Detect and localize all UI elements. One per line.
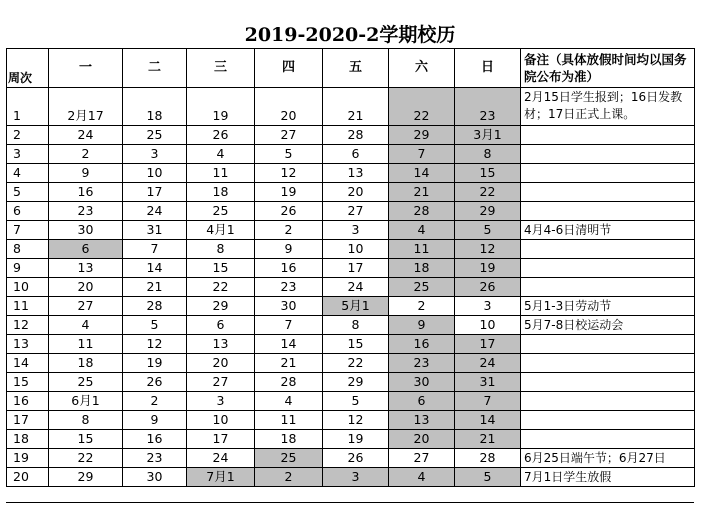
week-number: 11: [7, 297, 49, 316]
week-row: [7, 164, 695, 183]
date-cell: 26: [455, 278, 521, 297]
date-cell: 18: [123, 88, 187, 126]
date-cell: 4: [187, 145, 255, 164]
date-cell: 8: [455, 145, 521, 164]
date-cell: 8: [187, 240, 255, 259]
week-row: [7, 335, 695, 354]
week-row: [7, 145, 695, 164]
date-cell: 21: [255, 354, 323, 373]
note-cell: [521, 240, 695, 259]
date-cell: 26: [123, 373, 187, 392]
date-cell: 23: [49, 202, 123, 221]
week-row: [7, 449, 695, 468]
date-cell: 29: [323, 373, 389, 392]
note-cell: 2月15日学生报到；16日发教材；17日正式上课。: [521, 88, 695, 126]
date-cell: 16: [49, 183, 123, 202]
date-cell: 14: [455, 411, 521, 430]
date-cell: 23: [389, 354, 455, 373]
week-number: 14: [7, 354, 49, 373]
date-cell: 14: [389, 164, 455, 183]
date-cell: 4: [255, 392, 323, 411]
date-cell: 29: [455, 202, 521, 221]
date-cell: 22: [455, 183, 521, 202]
date-cell: 13: [389, 411, 455, 430]
note-cell: [521, 126, 695, 145]
date-cell: 20: [323, 183, 389, 202]
note-cell: 7月1日学生放假: [521, 468, 695, 487]
date-cell: 25: [187, 202, 255, 221]
date-cell: 22: [49, 449, 123, 468]
week-row: [7, 240, 695, 259]
note-cell: [521, 278, 695, 297]
week-row: [7, 259, 695, 278]
header-row: [7, 49, 695, 88]
date-cell: 29: [187, 297, 255, 316]
date-cell: 28: [123, 297, 187, 316]
date-cell: 11: [49, 335, 123, 354]
date-cell: 13: [49, 259, 123, 278]
week-number: 18: [7, 430, 49, 449]
week-row: [7, 88, 695, 126]
date-cell: 30: [49, 221, 123, 240]
date-cell: 6: [323, 145, 389, 164]
date-cell: 21: [123, 278, 187, 297]
date-cell: 28: [455, 449, 521, 468]
header-day: 四: [255, 49, 323, 88]
date-cell: 17: [123, 183, 187, 202]
date-cell: 25: [255, 449, 323, 468]
week-row: [7, 430, 695, 449]
date-cell: 9: [389, 316, 455, 335]
date-cell: 2月17: [49, 88, 123, 126]
date-cell: 8: [49, 411, 123, 430]
week-number: 10: [7, 278, 49, 297]
date-cell: 24: [455, 354, 521, 373]
date-cell: 23: [455, 88, 521, 126]
date-cell: 12: [123, 335, 187, 354]
date-cell: 30: [123, 468, 187, 487]
week-number: 16: [7, 392, 49, 411]
week-row: [7, 278, 695, 297]
date-cell: 10: [123, 164, 187, 183]
date-cell: 24: [187, 449, 255, 468]
date-cell: 3: [323, 468, 389, 487]
note-cell: [521, 354, 695, 373]
date-cell: 17: [187, 430, 255, 449]
date-cell: 19: [187, 88, 255, 126]
date-cell: 5: [455, 221, 521, 240]
date-cell: 7: [455, 392, 521, 411]
date-cell: 31: [455, 373, 521, 392]
date-cell: 7: [255, 316, 323, 335]
week-row: [7, 411, 695, 430]
date-cell: 3: [123, 145, 187, 164]
week-row: [7, 297, 695, 316]
week-number: 3: [7, 145, 49, 164]
week-number: 12: [7, 316, 49, 335]
week-number: 7: [7, 221, 49, 240]
header-day: 日: [455, 49, 521, 88]
date-cell: 5: [323, 392, 389, 411]
date-cell: 24: [49, 126, 123, 145]
date-cell: 18: [49, 354, 123, 373]
date-cell: 10: [455, 316, 521, 335]
date-cell: 5: [123, 316, 187, 335]
date-cell: 20: [49, 278, 123, 297]
date-cell: 29: [49, 468, 123, 487]
date-cell: 18: [389, 259, 455, 278]
week-row: [7, 126, 695, 145]
header-week: 周次: [7, 49, 49, 88]
date-cell: 3: [323, 221, 389, 240]
date-cell: 22: [323, 354, 389, 373]
date-cell: 23: [123, 449, 187, 468]
date-cell: 19: [123, 354, 187, 373]
date-cell: 19: [455, 259, 521, 278]
date-cell: 6: [187, 316, 255, 335]
date-cell: 16: [123, 430, 187, 449]
date-cell: 28: [323, 126, 389, 145]
header-day: 三: [187, 49, 255, 88]
date-cell: 14: [255, 335, 323, 354]
date-cell: 11: [389, 240, 455, 259]
week-number: 19: [7, 449, 49, 468]
week-number: 15: [7, 373, 49, 392]
date-cell: 6: [389, 392, 455, 411]
date-cell: 11: [255, 411, 323, 430]
header-day: 一: [49, 49, 123, 88]
note-cell: 5月1-3日劳动节: [521, 297, 695, 316]
date-cell: 2: [389, 297, 455, 316]
date-cell: 20: [255, 88, 323, 126]
bottom-rule: [6, 502, 694, 503]
week-number: 1: [7, 88, 49, 126]
date-cell: 4月1: [187, 221, 255, 240]
calendar-title: 2019-2020-2学期校历: [244, 24, 456, 46]
date-cell: 27: [187, 373, 255, 392]
week-row: [7, 392, 695, 411]
date-cell: 9: [49, 164, 123, 183]
date-cell: 26: [187, 126, 255, 145]
date-cell: 18: [255, 430, 323, 449]
header-day: 五: [323, 49, 389, 88]
week-number: 20: [7, 468, 49, 487]
date-cell: 20: [389, 430, 455, 449]
date-cell: 27: [323, 202, 389, 221]
date-cell: 2: [255, 221, 323, 240]
date-cell: 5: [455, 468, 521, 487]
week-number: 17: [7, 411, 49, 430]
date-cell: 24: [123, 202, 187, 221]
header-day: 二: [123, 49, 187, 88]
date-cell: 9: [123, 411, 187, 430]
date-cell: 4: [389, 221, 455, 240]
date-cell: 3: [187, 392, 255, 411]
note-cell: [521, 183, 695, 202]
date-cell: 21: [389, 183, 455, 202]
date-cell: 5: [255, 145, 323, 164]
note-cell: [521, 392, 695, 411]
header-note: 备注（具体放假时间均以国务院公布为准）: [521, 49, 695, 88]
date-cell: 7: [123, 240, 187, 259]
date-cell: 3: [455, 297, 521, 316]
date-cell: 26: [255, 202, 323, 221]
date-cell: 24: [323, 278, 389, 297]
date-cell: 27: [49, 297, 123, 316]
week-number: 4: [7, 164, 49, 183]
note-cell: [521, 164, 695, 183]
week-number: 5: [7, 183, 49, 202]
date-cell: 2: [123, 392, 187, 411]
date-cell: 14: [123, 259, 187, 278]
week-row: [7, 468, 695, 487]
date-cell: 28: [389, 202, 455, 221]
date-cell: 18: [187, 183, 255, 202]
date-cell: 17: [323, 259, 389, 278]
date-cell: 8: [323, 316, 389, 335]
date-cell: 12: [255, 164, 323, 183]
date-cell: 16: [255, 259, 323, 278]
date-cell: 19: [255, 183, 323, 202]
date-cell: 11: [187, 164, 255, 183]
date-cell: 22: [389, 88, 455, 126]
date-cell: 10: [323, 240, 389, 259]
date-cell: 25: [389, 278, 455, 297]
date-cell: 25: [123, 126, 187, 145]
week-row: [7, 183, 695, 202]
date-cell: 23: [255, 278, 323, 297]
note-cell: 4月4-6日清明节: [521, 221, 695, 240]
date-cell: 25: [49, 373, 123, 392]
date-cell: 13: [323, 164, 389, 183]
date-cell: 9: [255, 240, 323, 259]
date-cell: 30: [389, 373, 455, 392]
date-cell: 17: [455, 335, 521, 354]
date-cell: 15: [455, 164, 521, 183]
week-number: 6: [7, 202, 49, 221]
date-cell: 29: [389, 126, 455, 145]
date-cell: 4: [389, 468, 455, 487]
date-cell: 5月1: [323, 297, 389, 316]
date-cell: 19: [323, 430, 389, 449]
week-number: 13: [7, 335, 49, 354]
date-cell: 27: [389, 449, 455, 468]
date-cell: 20: [187, 354, 255, 373]
date-cell: 26: [323, 449, 389, 468]
week-row: [7, 221, 695, 240]
date-cell: 22: [187, 278, 255, 297]
week-row: [7, 373, 695, 392]
note-cell: 5月7-8日校运动会: [521, 316, 695, 335]
date-cell: 6: [49, 240, 123, 259]
date-cell: 7: [389, 145, 455, 164]
date-cell: 15: [49, 430, 123, 449]
date-cell: 13: [187, 335, 255, 354]
date-cell: 4: [49, 316, 123, 335]
date-cell: 3月1: [455, 126, 521, 145]
header-day: 六: [389, 49, 455, 88]
week-row: [7, 354, 695, 373]
date-cell: 2: [49, 145, 123, 164]
date-cell: 12: [455, 240, 521, 259]
date-cell: 15: [323, 335, 389, 354]
date-cell: 21: [323, 88, 389, 126]
week-number: 8: [7, 240, 49, 259]
note-cell: [521, 145, 695, 164]
date-cell: 10: [187, 411, 255, 430]
date-cell: 16: [389, 335, 455, 354]
week-number: 2: [7, 126, 49, 145]
date-cell: 12: [323, 411, 389, 430]
note-cell: [521, 411, 695, 430]
note-cell: [521, 373, 695, 392]
note-cell: 6月25日端午节；6月27日: [521, 449, 695, 468]
note-cell: [521, 259, 695, 278]
week-row: [7, 316, 695, 335]
school-calendar-table: [6, 48, 695, 487]
date-cell: 27: [255, 126, 323, 145]
date-cell: 15: [187, 259, 255, 278]
date-cell: 6月1: [49, 392, 123, 411]
note-cell: [521, 335, 695, 354]
note-cell: [521, 202, 695, 221]
note-cell: [521, 430, 695, 449]
week-row: [7, 202, 695, 221]
date-cell: 21: [455, 430, 521, 449]
date-cell: 30: [255, 297, 323, 316]
week-number: 9: [7, 259, 49, 278]
date-cell: 31: [123, 221, 187, 240]
date-cell: 28: [255, 373, 323, 392]
date-cell: 2: [255, 468, 323, 487]
date-cell: 7月1: [187, 468, 255, 487]
